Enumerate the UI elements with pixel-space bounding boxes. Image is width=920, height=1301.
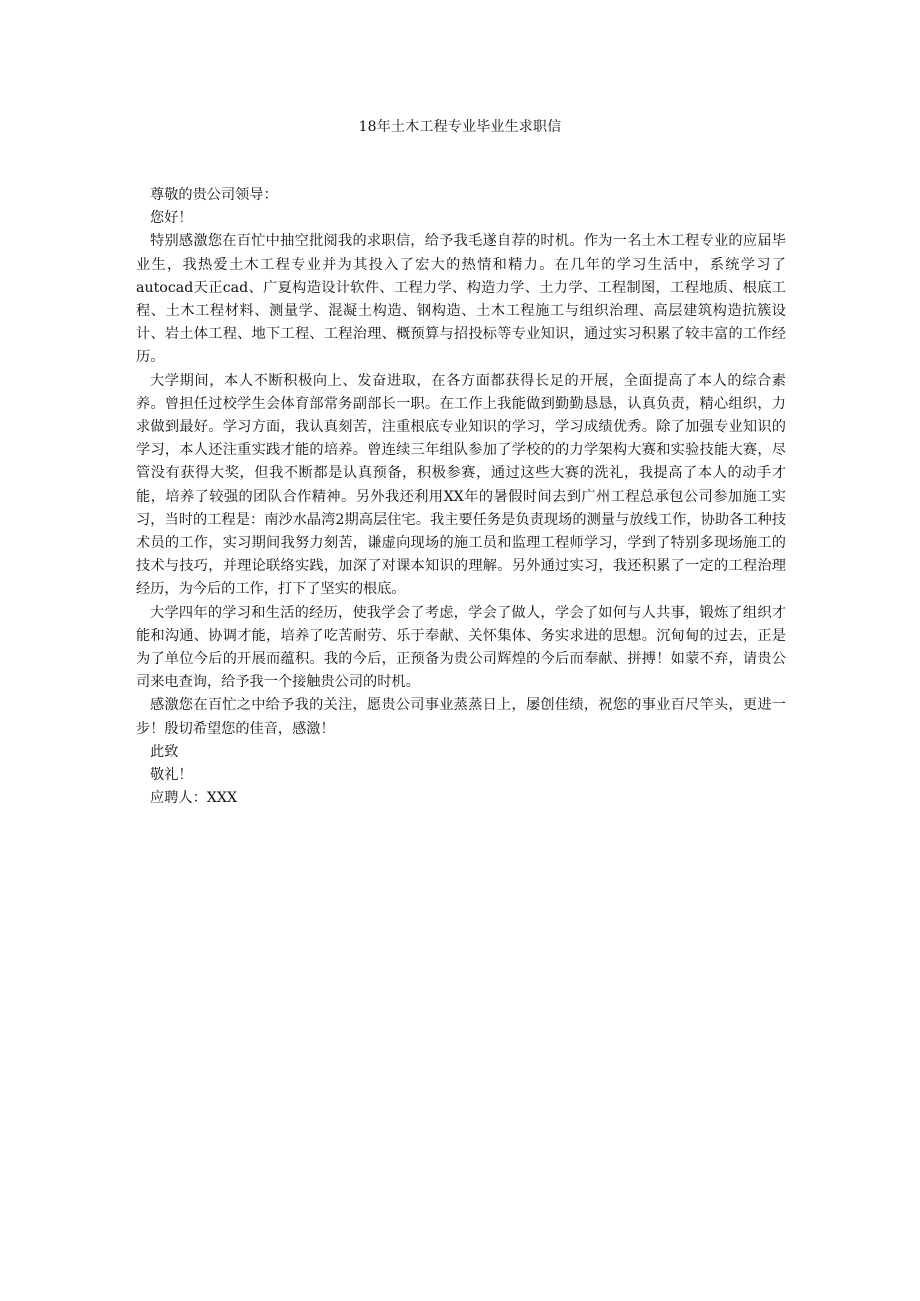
letter-body: [136, 184, 786, 810]
greeting: 您好！: [150, 210, 193, 227]
paragraph: 大学四年的学习和生活的经历，使我学会了考虑，学会了做人，学会了如何与人共事，锻炼了组织才能和沟通、协调才能，培养了吃苦耐劳、乐于奉献、关怀集体、务实求进的思想。沉甸甸的过去，正是为了单位今后的开展而蕴积。我的今后，正预备为贵公司辉煌的今后而奉献、拼搏！如蒙不弃，请贵公司来电查询，给予我一个接触贵公司的时机。: [136, 604, 786, 691]
paragraph: 特别感激您在百忙中抽空批阅我的求职信，给予我毛遂自荐的时机。作为一名土木工程专业的应届毕业生，我热爱土木工程专业并为其投入了宏大的热情和精力。在几年的学习生活中，系统学习了autocad天正cad、广夏构造设计软件、工程力学、构造力学、土力学、工程制图，工程地质、根底工程、土木工程材料、测量学、混凝土构造、钢构造、土木工程施工与组织治理、高层建筑构造抗簇设计、岩土体工程、地下工程、工程治理、概预算与招投标等专业知识，通过实习积累了较丰富的工作经历。: [136, 233, 786, 366]
signature: 应聘人：XXX: [150, 790, 238, 807]
closing-line: 此致: [150, 743, 179, 760]
paragraph: 感激您在百忙之中给予我的关注，愿贵公司事业蒸蒸日上，屡创佳绩，祝您的事业百尺竿头，更进一步！殷切希望您的佳音，感激！: [136, 697, 786, 737]
closing-regards: 敬礼！: [150, 767, 193, 784]
salutation: 尊敬的贵公司领导：: [150, 187, 278, 203]
document-title: 18年土木工程专业毕业生求职信: [358, 119, 562, 135]
paragraph: 大学期间，本人不断积极向上、发奋进取，在各方面都获得长足的开展，全面提高了本人的综合素养。曾担任过校学生会体育部常务副部长一职。在工作上我能做到勤勤恳恳，认真负责，精心组织，力求做到最好。学习方面，我认真刻苦，注重根底专业知识的学习，学习成绩优秀。除了加强专业知识的学习，本人还注重实践才能的培养。曾连续三年组队参加了学校的的力学架构大赛和实验技能大赛，尽管没有获得大奖，但我不断都是认真预备，积极参赛，通过这些大赛的洗礼，我提高了本人的动手才能，培养了较强的团队合作精神。另外我还利用XX年的暑假时间去到广州工程总承包公司参加施工实习，当时的工程是：南沙水晶湾2期高层住宅。我主要任务是负责现场的测量与放线工作，协助各工种技术员的工作，实习期间我努力刻苦，谦虚向现场的施工员和监理工程师学习，学到了特别多现场施工的技术与技巧，并理论联络实践，加深了对课本知识的理解。另外通过实习，我还积累了一定的工程治理经历，为今后的工作，打下了坚实的根底。: [136, 372, 786, 598]
